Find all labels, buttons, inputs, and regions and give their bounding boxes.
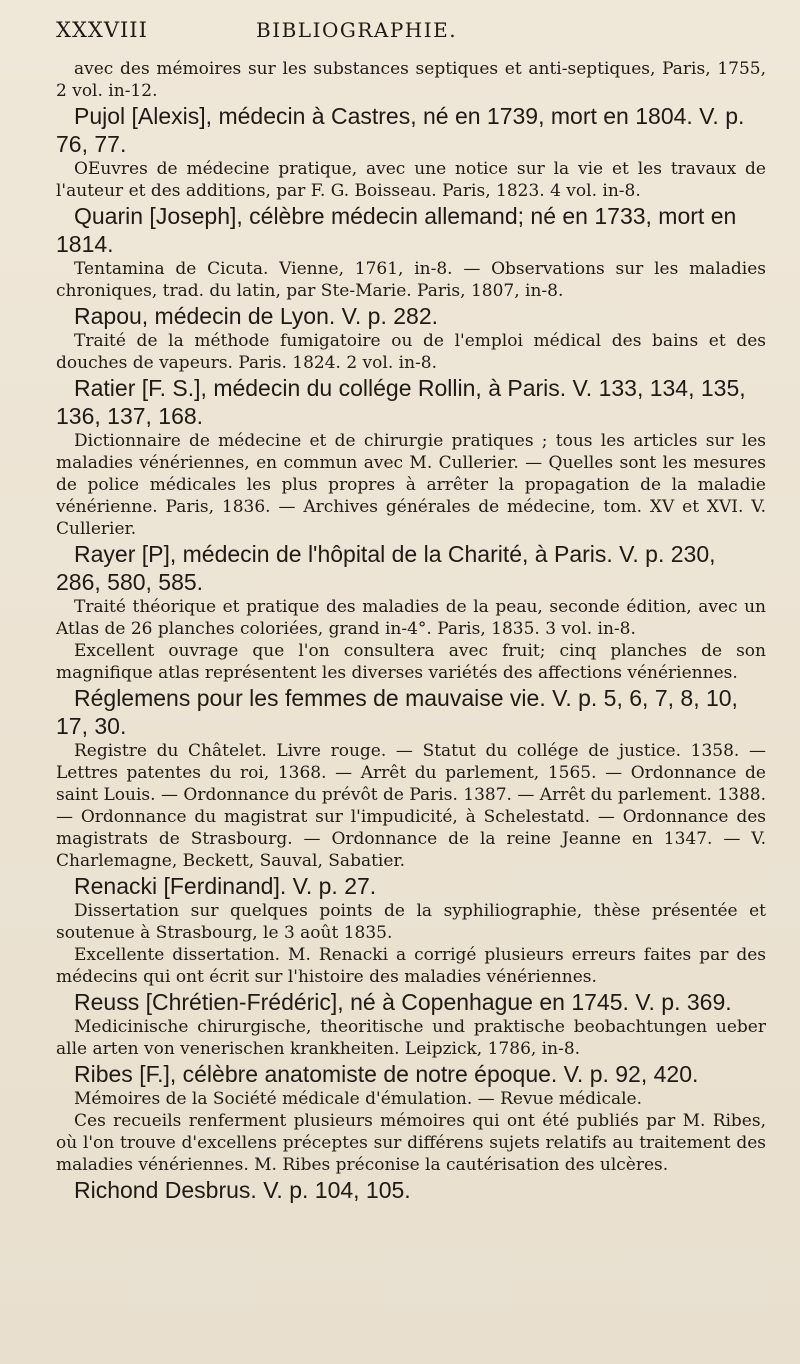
entry-heading: Richond Desbrus. V. p. 104, 105. (74, 1177, 411, 1203)
entry-text: Excellente dissertation. M. Renacki a corrigé plusieurs erreurs faites par des médecins qui ont écrit sur l'histoire des maladies vénériennes. (56, 945, 766, 987)
entry-text: Excellent ouvrage que l'on consultera avec fruit; cinq planches de son magnifique atlas représentent les diverses variétés des affections vénériennes. (56, 641, 766, 683)
entry-text: Medicinische chirurgische, theoritische und praktische beobachtungen ueber alle arten von venerischen krankheiten. Leipzick, 1786, in-8. (56, 1017, 766, 1059)
entry-heading: Renacki [Ferdinand]. V. p. 27. (74, 873, 377, 899)
entry-heading: Pujol [Alexis], médecin à Castres, né en 1739, mort en 1804. V. p. 76, 77. (56, 103, 745, 157)
entry-heading: Ribes [F.], célèbre anatomiste de notre époque. V. p. 92, 420. (74, 1061, 699, 1087)
entry-heading: Ratier [F. S.], médecin du collége Rollin, à Paris. V. 133, 134, 135, 136, 137, 168. (56, 375, 746, 429)
entry-text: Registre du Châtelet. Livre rouge. — Statut du collége de justice. 1358. — Lettres patentes du roi, 1368. — Arrêt du parlement, 1565. — Ordonnance de saint Louis. — Ordonnance du prévôt de Paris. 1387. — Arrêt du parlement. 1388. — Ordonnance du magistrat sur l'impudicité, à Schelestatd. — Ordonnance des magistrats de Strasbourg. — Ordonnance de la reine Jeanne en 1347. — V. Charlemagne, Beckett, Sauval, Sabatier. (56, 741, 766, 871)
running-title: BIBLIOGRAPHIE. (256, 18, 458, 42)
entry-text: Traité théorique et pratique des maladies de la peau, seconde édition, avec un Atlas de 26 planches coloriées, grand in-4°. Paris, 1835. 3 vol. in-8. (56, 597, 766, 639)
bibliography-entries (56, 58, 766, 1204)
entry-text: avec des mémoires sur les substances septiques et anti-septiques, Paris, 1755, 2 vol. in-12. (56, 59, 766, 101)
entry-text: Tentamina de Cicuta. Vienne, 1761, in-8. — Observations sur les maladies chroniques, trad. du latin, par Ste-Marie. Paris, 1807, in-8. (56, 259, 766, 301)
entry-text: Mémoires de la Société médicale d'émulation. — Revue médicale. (74, 1089, 643, 1109)
entry-heading: Rapou, médecin de Lyon. V. p. 282. (74, 303, 439, 329)
entry-heading: Rayer [P], médecin de l'hôpital de la Charité, à Paris. V. p. 230, 286, 580, 585. (56, 541, 716, 595)
entry-text: Traité de la méthode fumigatoire ou de l'emploi médical des bains et des douches de vapeurs. Paris. 1824. 2 vol. in-8. (56, 331, 766, 373)
entry-text: Dissertation sur quelques points de la syphiliographie, thèse présentée et soutenue à Strasbourg, le 3 août 1835. (56, 901, 766, 943)
entry-heading: Quarin [Joseph], célèbre médecin allemand; né en 1733, mort en 1814. (56, 203, 737, 257)
page-number: XXXVIII (56, 18, 148, 42)
running-header (56, 16, 766, 54)
entry-text: OEuvres de médecine pratique, avec une notice sur la vie et les travaux de l'auteur et des additions, par F. G. Boisseau. Paris, 1823. 4 vol. in-8. (56, 159, 766, 201)
entry-heading: Réglemens pour les femmes de mauvaise vie. V. p. 5, 6, 7, 8, 10, 17, 30. (56, 685, 738, 739)
entry-heading: Reuss [Chrétien-Frédéric], né à Copenhague en 1745. V. p. 369. (74, 989, 732, 1015)
entry-text: Dictionnaire de médecine et de chirurgie pratiques ; tous les articles sur les maladies vénériennes, en commun avec M. Cullerier. — Quelles sont les mesures de police médicales les plus propres à arrêter la propagation de la maladie vénérienne. Paris, 1836. — Archives générales de médecine, tom. XV et XVI. V. Cullerier. (56, 431, 766, 539)
entry-text: Ces recueils renferment plusieurs mémoires qui ont été publiés par M. Ribes, où l'on trouve d'excellens préceptes sur différens sujets relatifs au traitement des maladies vénériennes. M. Ribes préconise la cautérisation des ulcères. (56, 1111, 766, 1175)
